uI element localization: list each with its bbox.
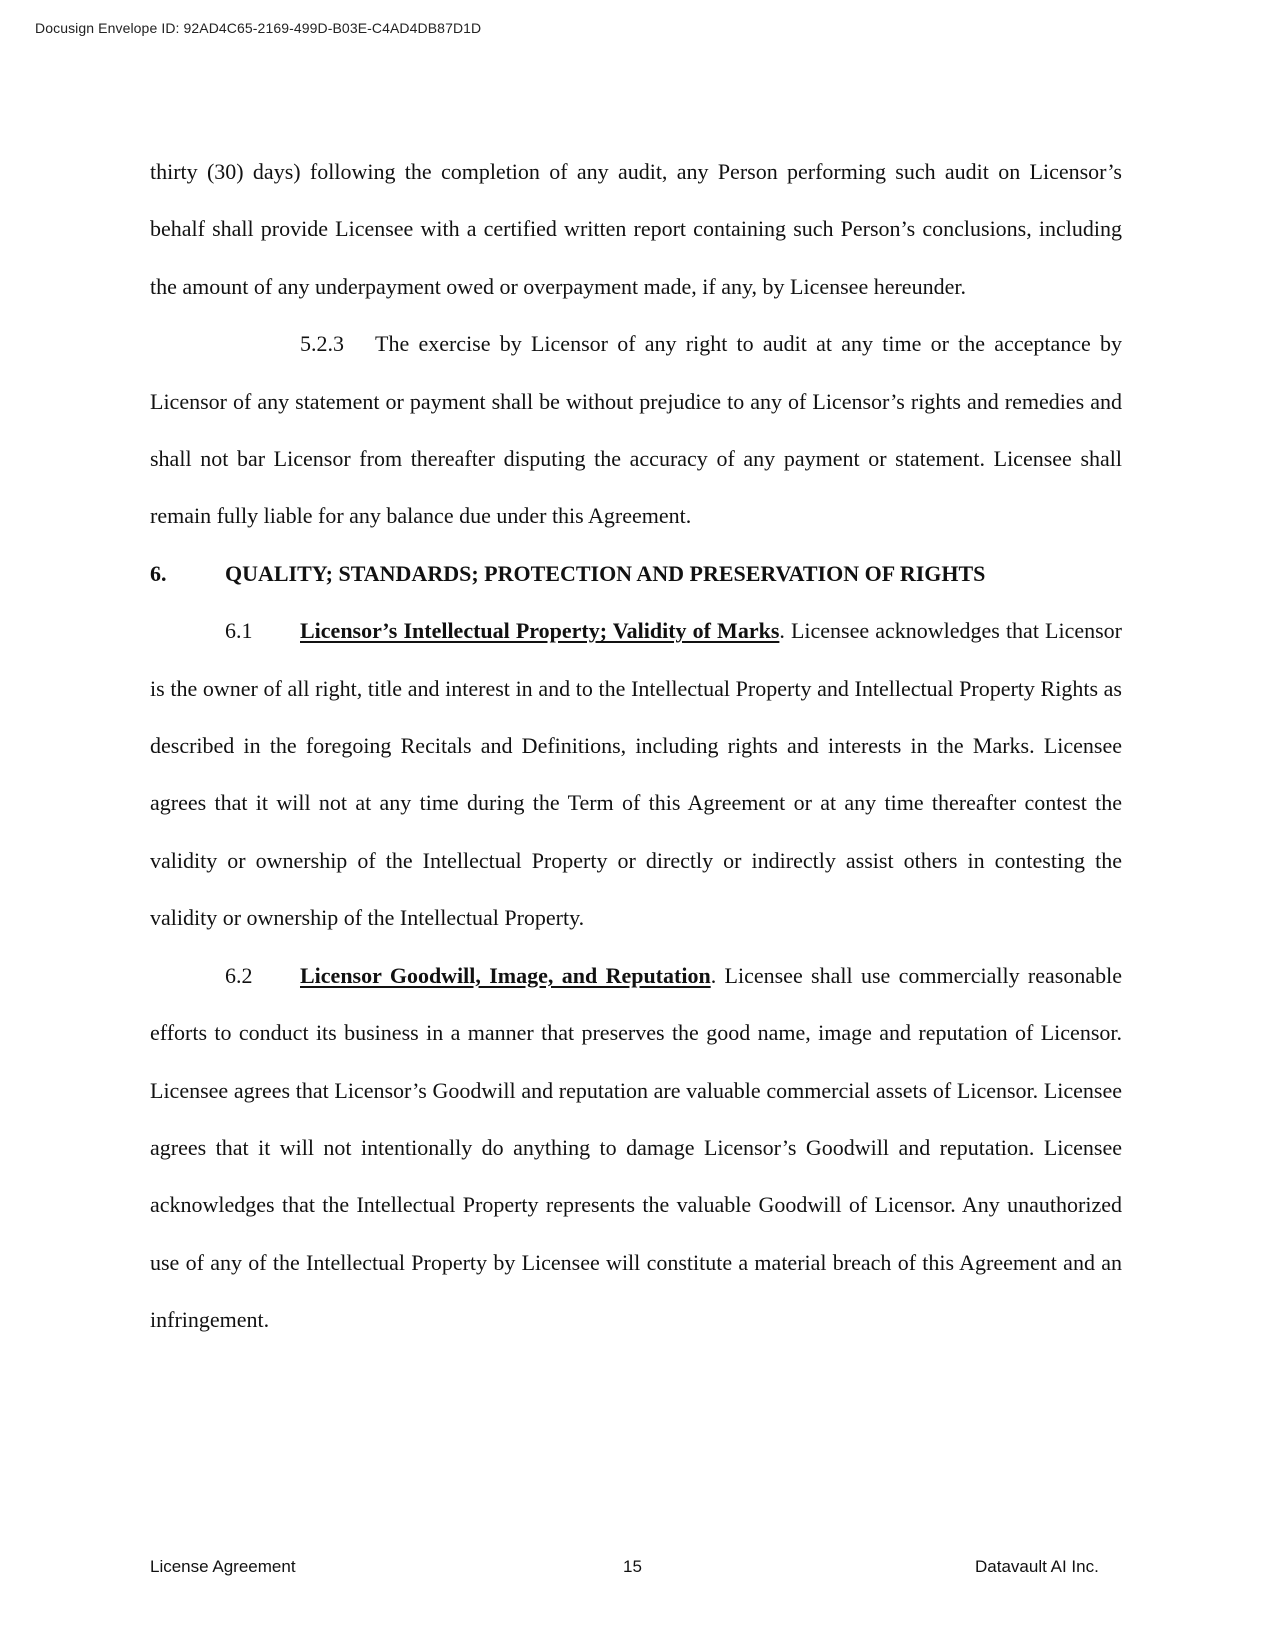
- section-6-2: [150, 947, 1122, 1349]
- section-6-title: QUALITY; STANDARDS; PROTECTION AND PRESERVATION OF RIGHTS: [225, 560, 986, 586]
- subsection-5-2-3-number: 5.2.3: [300, 331, 344, 357]
- docusign-envelope-id: Docusign Envelope ID: 92AD4C65-2169-499D-B03E-C4AD4DB87D1D: [35, 20, 482, 36]
- section-6-number: 6.: [150, 560, 167, 586]
- subsection-5-2-3-text: The exercise by Licensor of any right to audit at any time or the acceptance by Licensor of any statement or payment shall be without prejudice to any of Licensor’s rights and remedies and shall not bar Licensor from thereafter disputing the accuracy of any payment or statement. Licensee shall remain fully liable for any balance due under this Agreement.: [150, 331, 1122, 529]
- paragraph-continuation: thirty (30) days) following the completion of any audit, any Person performing such audit on Licensor’s behalf shall provide Licensee with a certified written report containing such Person’s conclusions, including the amount of any underpayment owed or overpayment made, if any, by Licensee hereunder.: [150, 159, 1122, 299]
- footer-document-title: License Agreement: [150, 1557, 296, 1576]
- footer-page-number: 15: [623, 1557, 642, 1576]
- section-6-heading: [150, 545, 1122, 602]
- section-6-2-number: 6.2: [225, 962, 253, 988]
- section-6-1-number: 6.1: [225, 618, 253, 644]
- section-6-2-title: Licensor Goodwill, Image, and Reputation: [300, 962, 711, 988]
- section-6-1: [150, 602, 1122, 946]
- footer-company-name: Datavault AI Inc.: [975, 1557, 1099, 1576]
- section-6-2-text: . Licensee shall use commercially reasonable efforts to conduct its business in a manner that preserves the good name, image and reputation of Licensor. Licensee agrees that Licensor’s Goodwill and reputation are valuable commercial assets of Licensor. Licensee agrees that it will not intentionally do anything to damage Licensor’s Goodwill and reputation. Licensee acknowledges that the Intellectual Property represents the valuable Goodwill of Licensor. Any unauthorized use of any of the Intellectual Property by Licensee will constitute a material breach of this Agreement and an infringement.: [150, 962, 1122, 1333]
- subsection-5-2-3: [150, 315, 1122, 545]
- document-body: [150, 143, 1122, 1349]
- section-6-1-title: Licensor’s Intellectual Property; Validity of Marks: [300, 618, 780, 644]
- section-6-1-text: . Licensee acknowledges that Licensor is the owner of all right, title and interest in and to the Intellectual Property and Intellectual Property Rights as described in the foregoing Recitals and Definitions, including rights and interests in the Marks. Licensee agrees that it will not at any time during the Term of this Agreement or at any time thereafter contest the validity or ownership of the Intellectual Property or directly or indirectly assist others in contesting the validity or ownership of the Intellectual Property.: [150, 618, 1122, 931]
